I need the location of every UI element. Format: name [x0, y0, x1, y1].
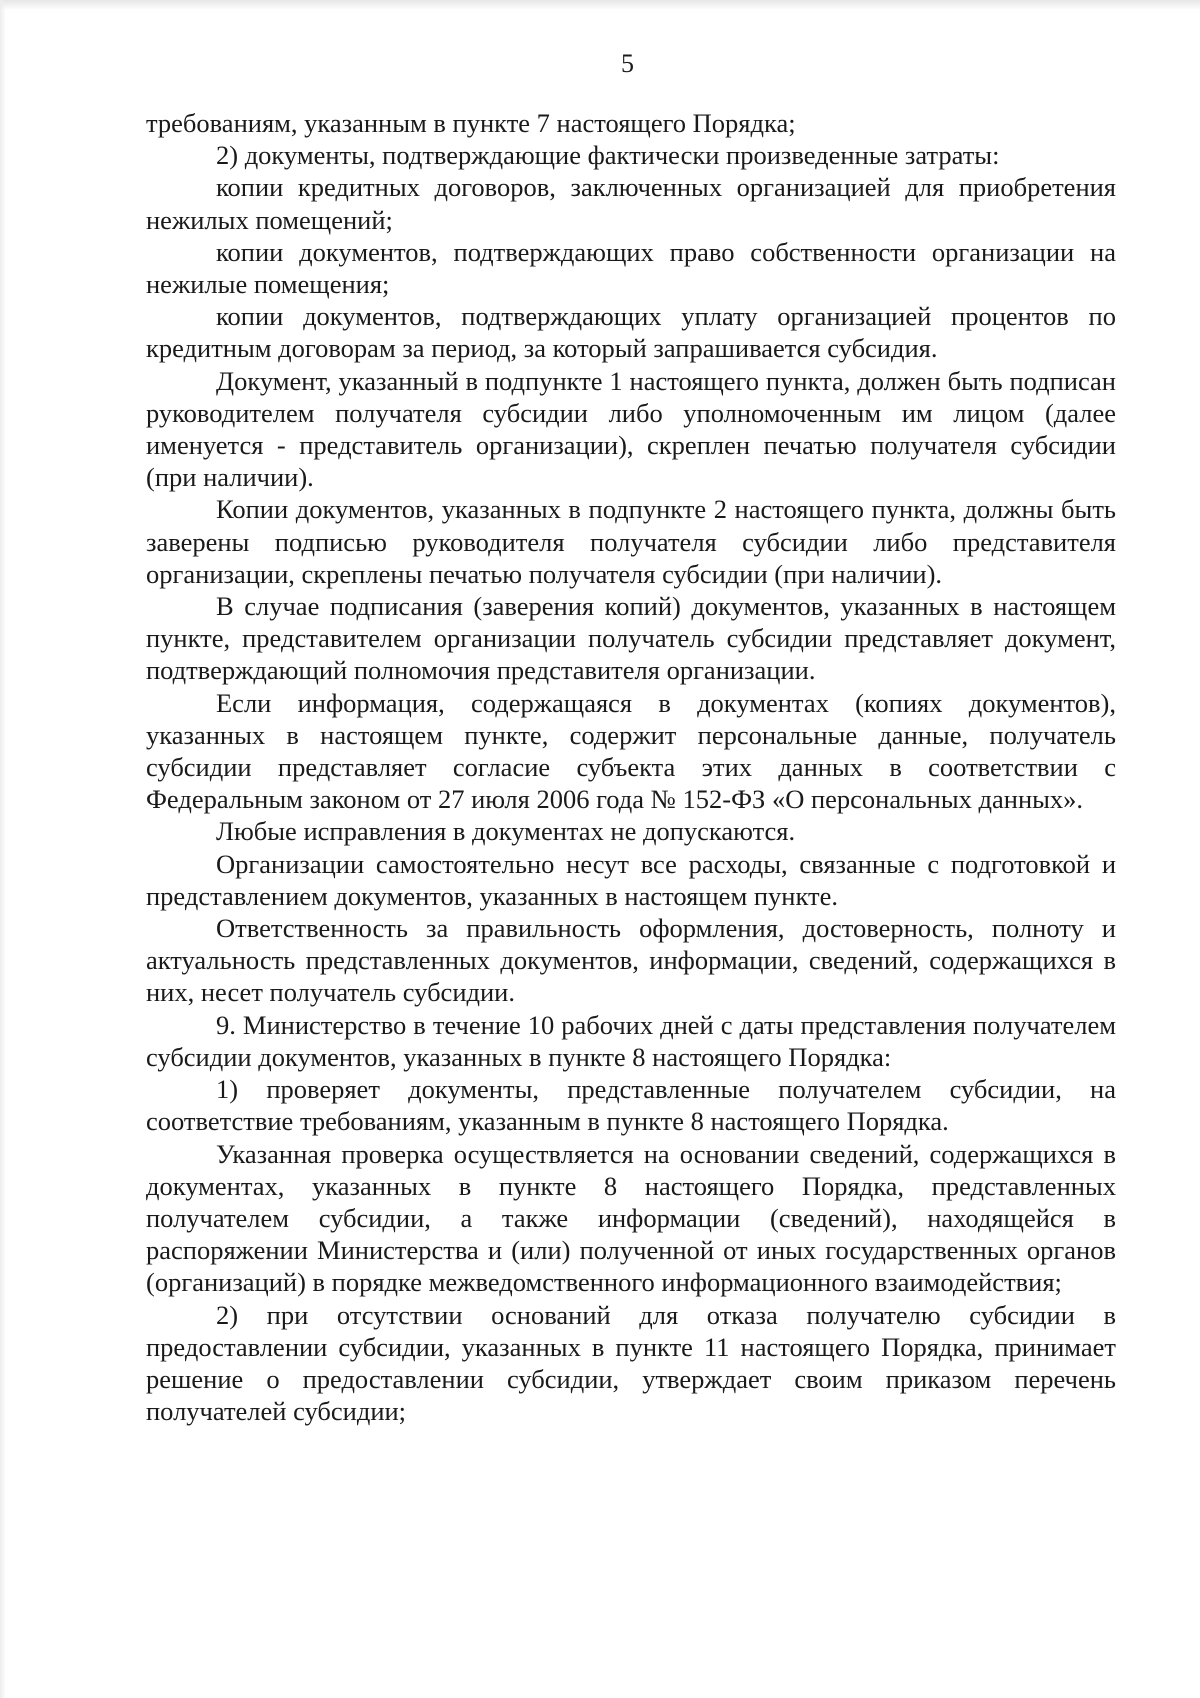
paragraph-continuation: требованиям, указанным в пункте 7 настоящего Порядка; — [146, 108, 796, 138]
paragraph-ownership-documents: копии документов, подтверждающих право собственности организации на нежилые помещения; — [146, 236, 1116, 300]
paragraph-credit-contracts: копии кредитных договоров, заключенных организацией для приобретения нежилых помещений; — [146, 172, 1116, 235]
paragraph-item-2: 2) документы, подтверждающие фактически произведенные затраты: — [216, 140, 1000, 171]
paragraph-representative: В случае подписания (заверения копий) документов, указанных в настоящем пункте, представителем организации получатель субсидии представляет документ, подтверждающий полномочия представителя организации. — [146, 591, 1116, 686]
paragraph-personal-data: Если информация, содержащаяся в документах (копиях документов), указанных в настоящем пункте, содержит персональные данные, получатель субсидии представляет согласие субъекта этих данных в соответствии с Федеральным законом от 27 июля 2006 года № 152-ФЗ «О персональных данных». — [146, 687, 1116, 815]
paragraph-expenses: Организации самостоятельно несут все расходы, связанные с подготовкой и представлением документов, указанных в настоящем пункте. — [146, 848, 1116, 911]
paragraph-point-9-item-2: 2) при отсутствии оснований для отказа получателю субсидии в предоставлении субсидии, указанных в пункте 11 настоящего Порядка, принимает решение о предоставлении субсидии, утверждает своим приказом перечень получателей субсидии; — [146, 1299, 1116, 1427]
paragraph-point-9-item-1: 1) проверяет документы, представленные получателем субсидии, на соответствие требованиям, указанным в пункте 8 настоящего Порядка. — [146, 1074, 1116, 1137]
scan-shadow-left — [0, 0, 6, 1698]
paragraph-interest-payment: копии документов, подтверждающих уплату организацией процентов по кредитным договорам за период, за который запрашивается субсидия. — [146, 301, 1116, 364]
paragraph-point-9: 9. Министерство в течение 10 рабочих дней с даты представления получателем субсидии документов, указанных в пункте 8 настоящего Порядка: — [146, 1009, 1116, 1072]
paragraph-signature-requirement: Документ, указанный в подпункте 1 настоящего пункта, должен быть подписан руководителем получателя субсидии либо уполномоченным им лицом (далее именуется - представитель организации), скреплен печатью получателя субсидии (при наличии). — [146, 365, 1116, 493]
paragraph-copies-certification: Копии документов, указанных в подпункте 2 настоящего пункта, должны быть заверены подписью руководителя получателя субсидии либо представителя организации, скреплены печатью получателя субсидии (при наличии). — [146, 494, 1116, 589]
page-number: 5 — [621, 49, 634, 78]
paragraph-responsibility: Ответственность за правильность оформления, достоверность, полноту и актуальность представленных документов, информации, сведений, содержащихся в них, несет получатель субсидии. — [146, 913, 1116, 1008]
paragraph-verification: Указанная проверка осуществляется на основании сведений, содержащихся в документах, указанных в пункте 8 настоящего Порядка, представленных получателем субсидии, а также информации (сведений), находящейся в распоряжении Министерства и (или) полученной от иных государственных органов (организаций) в порядке межведомственного информационного взаимодействия; — [146, 1138, 1116, 1298]
document-body — [146, 107, 1116, 1427]
scan-shadow-top — [0, 0, 1200, 10]
paragraph-no-corrections: Любые исправления в документах не допускаются. — [216, 816, 796, 847]
